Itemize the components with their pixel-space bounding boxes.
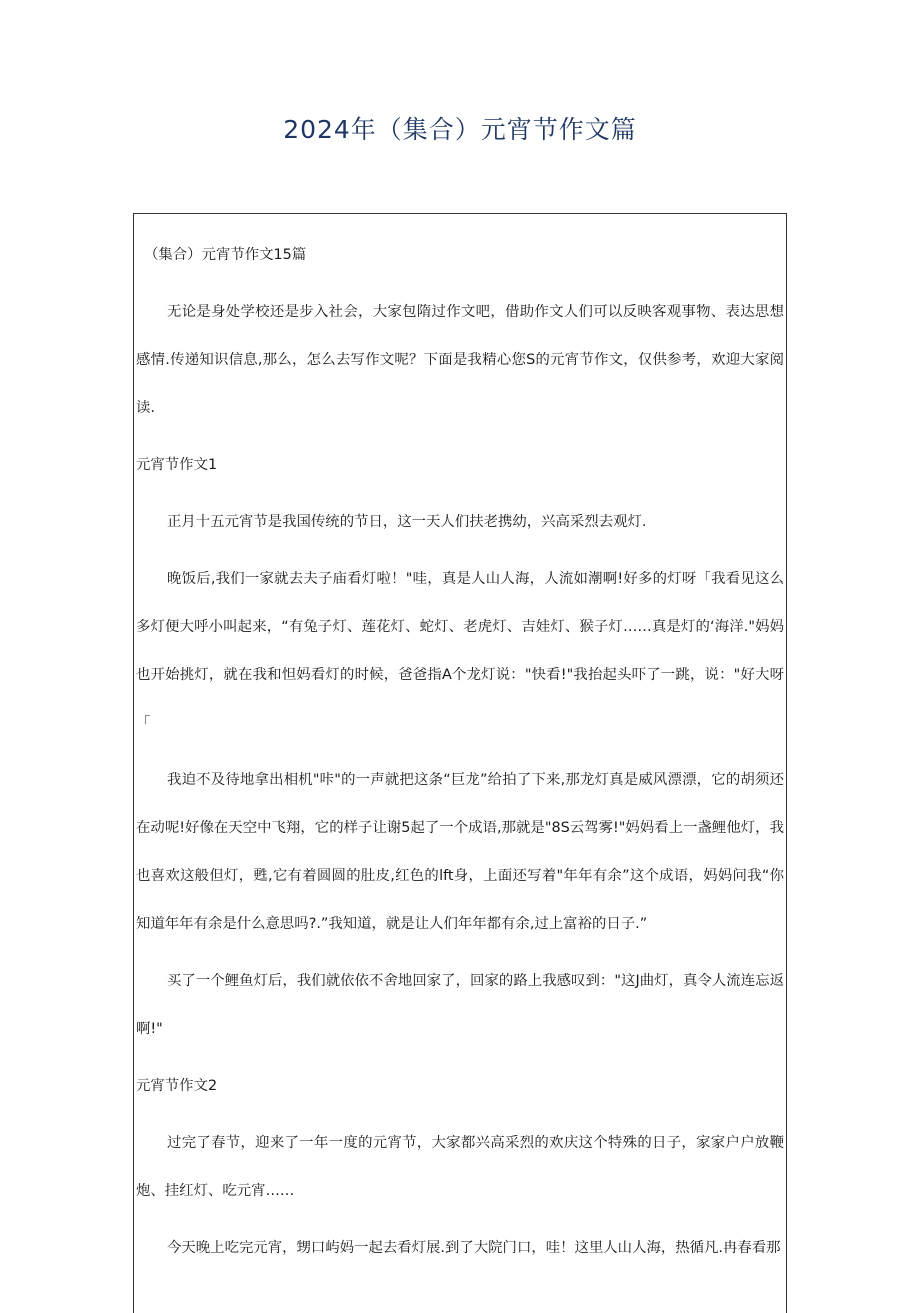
essay-2-paragraph-2: 今天晚上吃完元宵，甥口屿妈一起去看灯展.到了大院门口，哇！这里人山人海，热循凡.冉春看那 bbox=[167, 1240, 781, 1256]
page-title: 2024年（集合）元宵节作文篇 bbox=[283, 115, 637, 144]
essay-1-paragraph-4: 买了一个鲤鱼灯后，我们就依依不舍地回家了，回家的路上我感叹到："这J曲灯，真令人流连忘返啊!" bbox=[136, 973, 784, 1037]
document-subtitle: （集合）元宵节作文15篇 bbox=[144, 247, 307, 263]
essay-1-paragraph-2: 晚饭后,我们一家就去夫子庙看灯啦！"哇，真是人山人海，人流如潮啊!好多的灯呀「我看见这么多灯便大呼小叫起来，“有兔子灯、莲花灯、蛇灯、老虎灯、吉娃灯、猴子灯……真是灯的‘海洋."妈妈也开始挑灯，就在我和怛妈看灯的时候，爸爸指A个龙灯说："快看!"我抬起头吓了一跳，说："好大呀「 bbox=[136, 571, 784, 731]
essay-1-paragraph-3: 我迫不及待地拿出相机"咔"的一声就把这条“巨龙”给拍了下来,那龙灯真是威风漂漂，它的胡须还在动呢!好像在天空中飞翔，它的样子让谢5起了一个成语,那就是"8S云驾雾!"妈妈看上一盏鲤他灯，我也喜欢这般但灯，甦,它有着圆圆的肚皮,红色的lft身，上面还写着"年年有余”这个成语，妈妈问我“你知道年年有余是什么意思吗?.”我知道，就是让人们年年都有余,过上富裕的日子.” bbox=[136, 772, 784, 932]
essay-heading-2: 元宵节作文2 bbox=[136, 1078, 218, 1094]
essay-2-paragraph-1: 过完了春节，迎来了一年一度的元宵节，大家都兴高采烈的欢庆这个特殊的日子，家家户户放鞭炮、挂红灯、吃元宵…… bbox=[136, 1135, 784, 1199]
essay-1-paragraph-1: 正月十五元宵节是我国传统的节日，这一天人们扶老携幼，兴高采烈去观灯. bbox=[167, 514, 647, 530]
document-body bbox=[133, 213, 787, 1313]
document-content bbox=[134, 214, 786, 1272]
essay-heading-1: 元宵节作文1 bbox=[136, 457, 218, 473]
intro-paragraph: 无论是身处学校还是步入社会，大家包隋过作文吧，借助作文人们可以反映客观事物、表达思想感情.传递知识信息,那么，怎么去写作文呢？下面是我精心您S的元宵节作文，仅供参考，欢迎大家阅读. bbox=[136, 304, 784, 416]
